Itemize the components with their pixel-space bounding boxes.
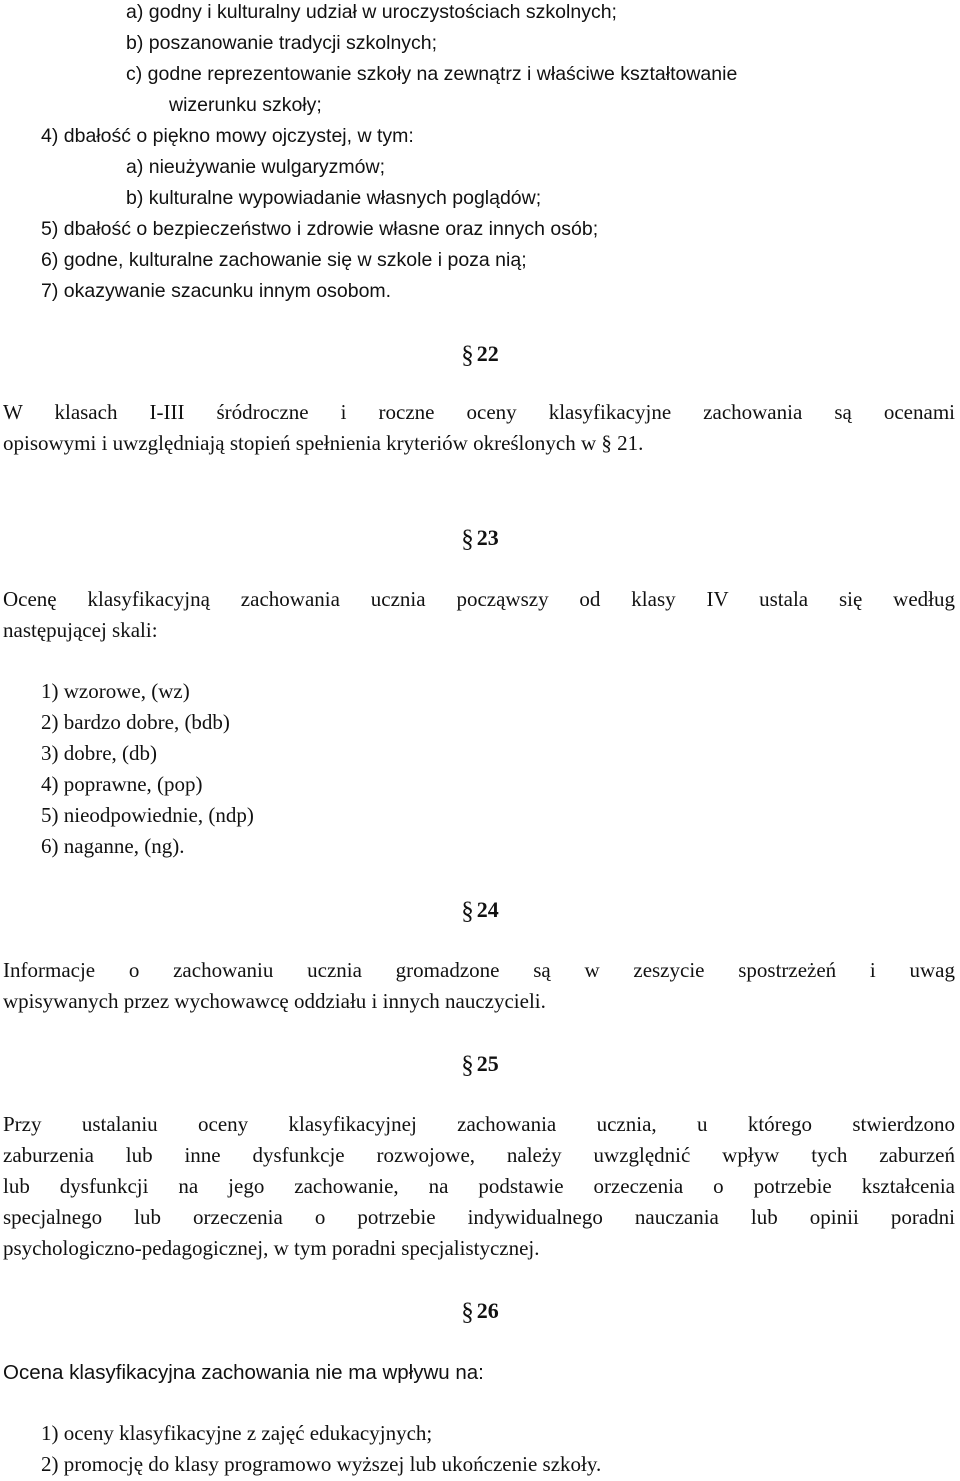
list-item: a) godny i kulturalny udział w uroczystościach szkolnych; [126,1,617,23]
list-item: 5) dbałość o bezpieczeństwo i zdrowie własne oraz innych osób; [41,218,599,240]
section-heading-24 [0,894,960,925]
list-item: 2) bardzo dobre, (bdb) [41,710,230,734]
paragraph-line: opisowymi i uwzględniają stopień spełnienia kryteriów określonych w § 21. [3,431,644,455]
list-item: 5) nieodpowiednie, (ndp) [41,803,254,827]
list-item: 4) dbałość o piękno mowy ojczystej, w tym: [41,125,414,147]
section-heading-22 [0,338,960,369]
section-number: 25 [476,1051,499,1076]
section-number: 26 [476,1298,499,1323]
paragraph-line: następującej skali: [3,618,158,642]
section-number: 24 [476,897,499,922]
list-item: 3) dobre, (db) [41,741,158,765]
section-sign: § [461,526,474,553]
list-item: a) nieużywanie wulgaryzmów; [126,156,386,178]
list-item: c) godne reprezentowanie szkoły na zewnątrz i właściwe kształtowanie [126,63,738,85]
paragraph-line: Ocenę klasyfikacyjną zachowania ucznia począwszy od klasy IV ustala się według [3,587,955,611]
list-item: 6) godne, kulturalne zachowanie się w szkole i poza nią; [41,249,527,271]
list-item: 1) oceny klasyfikacyjne z zajęć edukacyjnych; [41,1421,433,1445]
paragraph-line: psychologiczno-pedagogicznej, w tym poradni specjalistycznej. [3,1236,540,1260]
section-sign: § [461,342,474,369]
list-item: b) kulturalne wypowiadanie własnych poglądów; [126,187,542,209]
paragraph-line: W klasach I-III śródroczne i roczne oceny klasyfikacyjne zachowania są ocenami [3,400,955,424]
section-sign: § [461,1299,474,1326]
section-number: 22 [476,341,499,366]
list-item: b) poszanowanie tradycji szkolnych; [126,32,438,54]
section-heading-25 [0,1048,960,1079]
paragraph-line: wpisywanych przez wychowawcę oddziału i innych nauczycieli. [3,989,546,1013]
paragraph-line: lub dysfunkcji na jego zachowanie, na podstawie orzeczenia o potrzebie kształcenia [3,1174,955,1198]
paragraph-line: Ocena klasyfikacyjna zachowania nie ma wpływu na: [3,1361,484,1384]
list-item: 6) naganne, (ng). [41,834,185,858]
list-item: 1) wzorowe, (wz) [41,679,190,703]
section-heading-23 [0,522,960,553]
list-item: 4) poprawne, (pop) [41,772,203,796]
paragraph-line: zaburzenia lub inne dysfunkcje rozwojowe, należy uwzględnić wpływ tych zaburzeń [3,1143,955,1167]
section-sign: § [461,898,474,925]
paragraph-line: specjalnego lub orzeczenia o potrzebie indywidualnego nauczania lub opinii poradni [3,1205,955,1229]
section-sign: § [461,1052,474,1079]
paragraph-line: Przy ustalaniu oceny klasyfikacyjnej zachowania ucznia, u którego stwierdzono [3,1112,955,1136]
list-item: 7) okazywanie szacunku innym osobom. [41,280,392,302]
list-item-continuation: wizerunku szkoły; [169,94,322,116]
section-heading-26 [0,1295,960,1326]
paragraph-line: Informacje o zachowaniu ucznia gromadzone są w zeszycie spostrzeżeń i uwag [3,958,955,982]
section-number: 23 [476,525,499,550]
list-item: 2) promocję do klasy programowo wyższej lub ukończenie szkoły. [41,1452,602,1476]
